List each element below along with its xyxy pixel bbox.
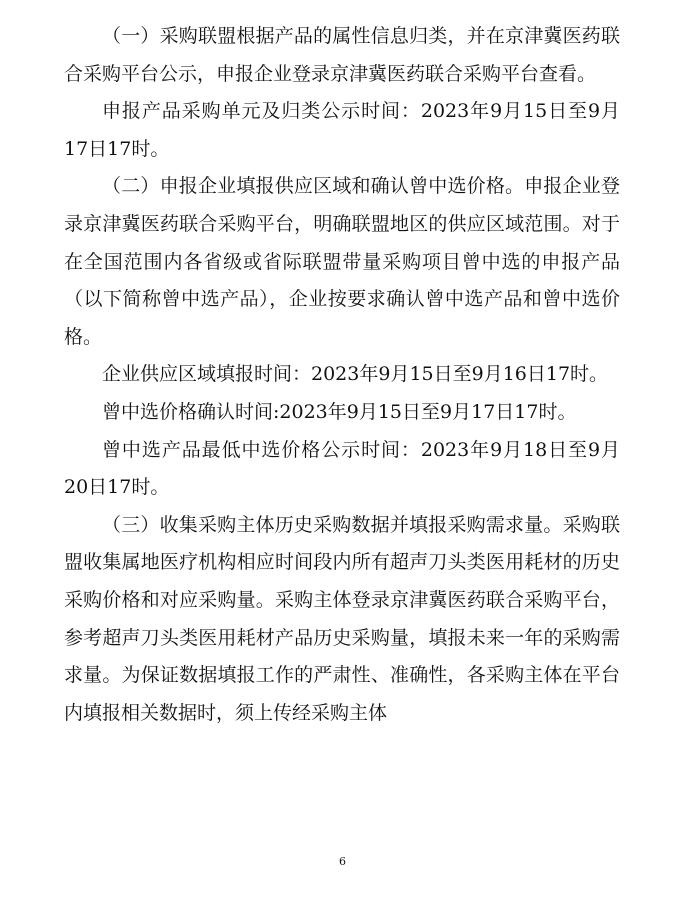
paragraph-supply-region-time: 企业供应区域填报时间：2023年9月15日至9月16日17时。 [102,363,609,386]
paragraph-section-1: （一）采购联盟根据产品的属性信息归类，并在京津冀医药联合采购平台公示，申报企业登录京津冀医药联合采购平台查看。 [64,25,620,85]
paragraph-lowest-price-time: 曾中选产品最低中选价格公示时间：2023年9月18日至9月20日17时。 [64,438,620,499]
paragraph-section-3: （三）收集采购主体历史采购数据并填报采购需求量。采购联盟收集属地医疗机构相应时间段内所有超声刀头类医用耗材的历史采购价格和对应采购量。采购主体登录京津冀医药联合采购平台，参考超声刀头类医用耗材产品历史采购量，填报未来一年的采购需求量。为保证数据填报工作的严肃性、准确性，各采购主体在平台内填报相关数据时，须上传经采购主体 [64,513,620,724]
paragraph-publication-time: 申报产品采购单元及归类公示时间：2023年9月15日至9月17日17时。 [64,100,620,160]
page-number: 6 [339,855,346,868]
paragraph-section-2: （二）申报企业填报供应区域和确认曾中选价格。申报企业登录京津冀医药联合采购平台，明确联盟地区的供应区域范围。对于在全国范围内各省级或省际联盟带量采购项目曾中选的申报产品（以下简称曾中选产品），企业按要求确认曾中选产品和曾中选价格。 [64,175,620,348]
body-text [64,18,620,732]
paragraph-price-confirm-time: 曾中选价格确认时间:2023年9月15日至9月17日17时。 [102,400,577,423]
